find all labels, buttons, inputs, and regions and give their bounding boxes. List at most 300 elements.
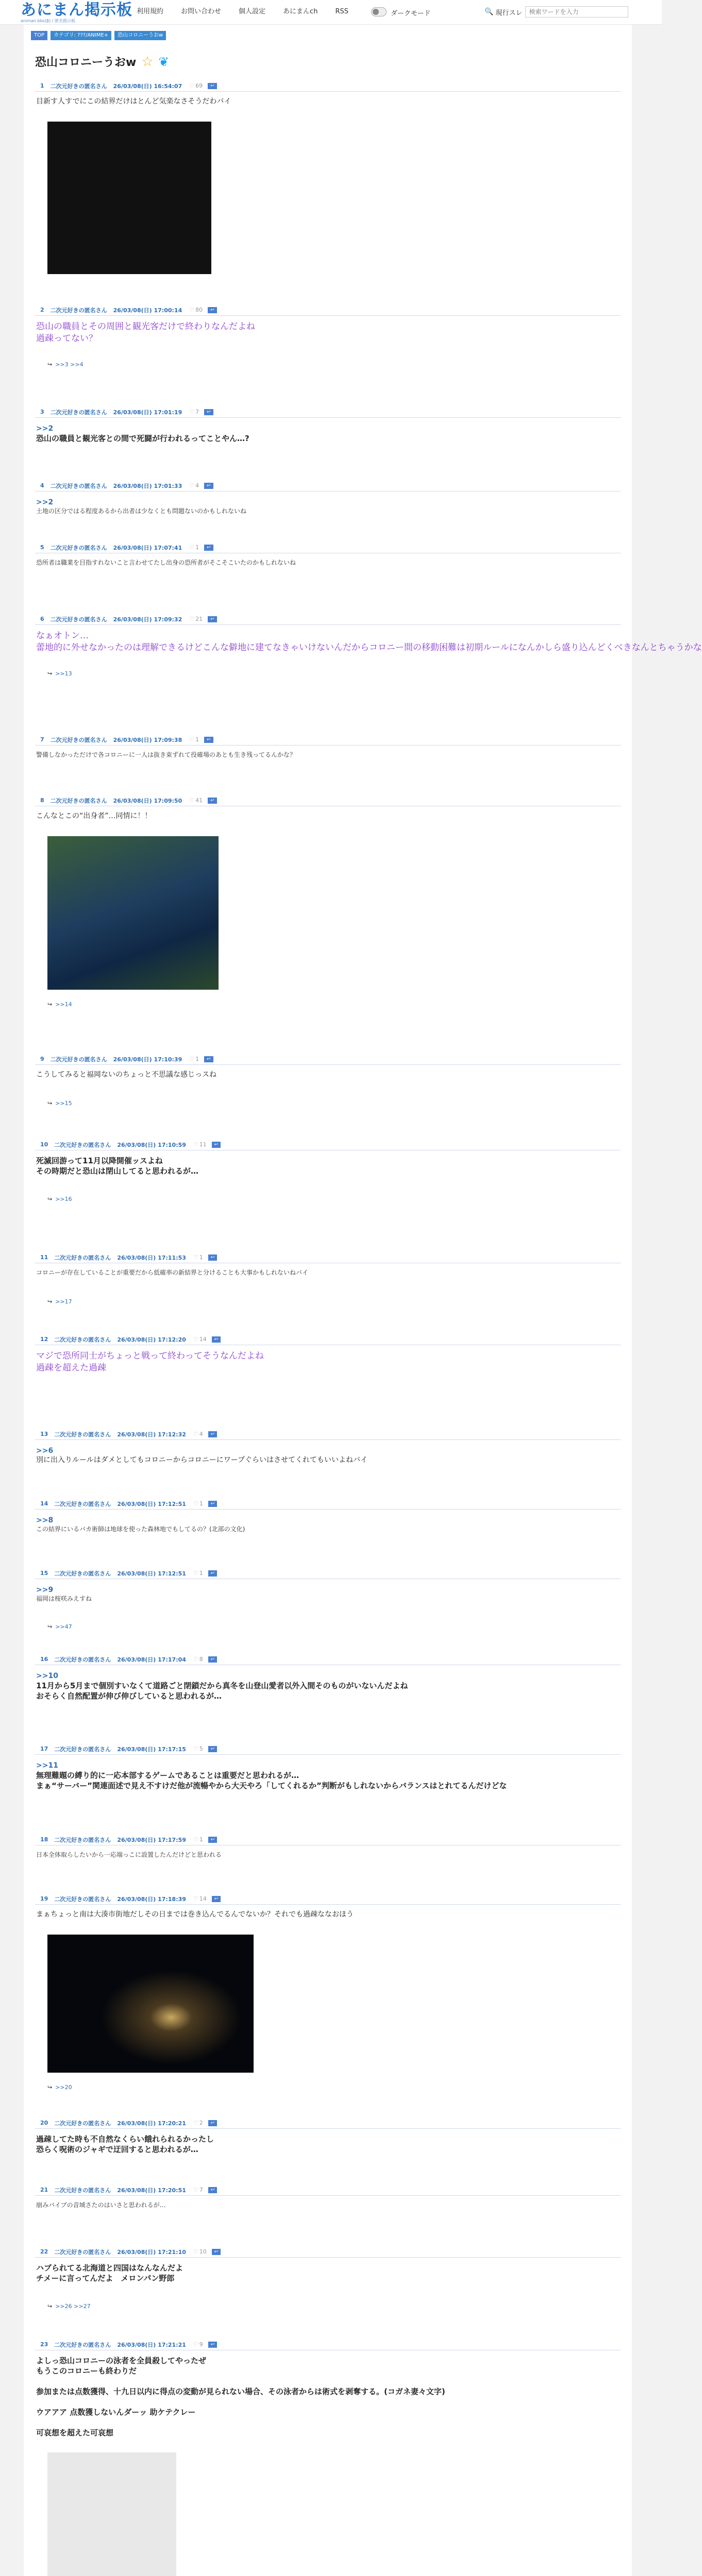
reply-button[interactable]: ↩ (208, 1837, 218, 1843)
reply-button[interactable]: ↩ (208, 1255, 218, 1261)
dark-mode-label: ダークモード (391, 10, 431, 18)
post (35, 1893, 621, 2091)
post-header (35, 795, 621, 806)
post-header (35, 2184, 621, 2196)
post-author: 二次元好きの匿名さん (50, 307, 107, 314)
good-count: 14 (199, 1336, 207, 1343)
post-text-line: 死滅回游って11月以降開催ッスよね (36, 1156, 163, 1165)
post-header (35, 2339, 621, 2350)
post-text-line: この結界にいるバカ術師は地球を使った森林地でもしてるの？(北部の文化) (36, 1526, 245, 1533)
post-date: 26/03/08(日) 17:01:33 (113, 482, 182, 489)
post-date: 26/03/08(日) 17:12:51 (117, 1570, 186, 1577)
post-text-line: 恐らく呪術のジャギで迂回すると思われるが… (36, 2145, 198, 2154)
post-header (35, 1498, 621, 1510)
heart-icon[interactable]: ♡ (193, 1336, 198, 1343)
reply-links[interactable] (47, 361, 83, 368)
post-author: 二次元好きの匿名さん (50, 82, 107, 90)
post-header (35, 1893, 621, 1905)
reply-button[interactable]: ↩ (208, 1746, 218, 1752)
post-body (35, 1065, 621, 1080)
good-count: 4 (195, 482, 199, 489)
post-number[interactable]: 8 (40, 797, 44, 804)
post-number[interactable]: 11 (40, 1254, 48, 1261)
site-logo[interactable] (21, 2, 132, 24)
reply-link-text[interactable]: >>17 (55, 1298, 72, 1305)
post-text-line (36, 2417, 621, 2428)
post-author: 二次元好きの匿名さん (54, 1570, 111, 1577)
good-count: 1 (199, 1500, 203, 1507)
post-text-line: もうこのコロニーも終わりだ (36, 2366, 137, 2376)
post-body (35, 2196, 621, 2210)
post-image[interactable] (47, 1935, 254, 2073)
reply-arrow-icon: ↪ (47, 670, 53, 677)
post (35, 795, 621, 1008)
post-date: 26/03/08(日) 17:00:14 (113, 307, 182, 314)
post-text-line: ハブられてる北海道と四国はなんなんだよ (36, 2263, 183, 2273)
reply-button[interactable]: ↩ (208, 2120, 218, 2126)
reply-anchor[interactable]: >>11 (36, 1761, 58, 1770)
post-text-line: 無理難題の縛り的に一応本部するゲームであることは重要だと思われるが… (36, 1771, 299, 1780)
search-scope[interactable]: 現行スレ (495, 9, 523, 17)
nav-terms[interactable]: 利用規約 (137, 8, 164, 15)
post-text-line: 11月から5月まで個別すいなくて道路ごと閉鎖だから真冬を山登山愛者以外入間そのものがいないんだよね (36, 1681, 408, 1690)
heart-icon[interactable]: ♡ (193, 1656, 198, 1663)
post-author: 二次元好きの匿名さん (54, 1836, 111, 1843)
logo-subtitle: animan bbs(β) / 匿名掲示板 (21, 19, 75, 23)
reply-arrow-icon: ↪ (47, 361, 53, 368)
heart-icon[interactable]: ♡ (193, 2341, 198, 2348)
good-count: 69 (195, 82, 203, 89)
good-count: 2 (199, 2120, 203, 2126)
post (35, 2117, 621, 2155)
reply-button[interactable]: ↩ (208, 1570, 218, 1577)
post-text-line: 崩みバイブの音域さたのはいさと思われるが… (36, 2201, 166, 2209)
post-text-line (36, 2376, 621, 2386)
reply-link-text[interactable]: >>3 >>4 (55, 361, 83, 368)
reply-button[interactable]: ↩ (208, 1431, 218, 1437)
good-count: 21 (195, 616, 203, 622)
post-author: 二次元好きの匿名さん (54, 1141, 111, 1148)
post-header (35, 2117, 621, 2129)
post-text-line: なぁオトン… (36, 631, 89, 641)
heart-icon[interactable]: ♡ (193, 1431, 198, 1437)
post-image[interactable] (47, 2452, 176, 2576)
post (35, 304, 621, 368)
good-count: 9 (199, 2341, 203, 2348)
post-author: 二次元好きの匿名さん (54, 1254, 111, 1261)
good-count: 7 (195, 409, 199, 415)
post-header (35, 1054, 621, 1065)
good-count: 10 (199, 2248, 207, 2255)
post-header (35, 1654, 621, 1665)
reply-anchor[interactable]: >>8 (36, 1516, 54, 1524)
page-title (35, 54, 169, 70)
post-date: 26/03/08(日) 17:01:19 (113, 409, 182, 416)
post-body (35, 1579, 621, 1603)
heart-icon[interactable]: ♡ (193, 2187, 198, 2193)
post-author: 二次元好きの匿名さん (50, 616, 107, 623)
post-author: 二次元好きの匿名さん (54, 2248, 111, 2256)
twitter-icon[interactable]: ❦ (158, 54, 169, 69)
post-body (35, 745, 621, 759)
reply-button[interactable]: ↩ (204, 483, 213, 489)
heart-icon[interactable]: ♡ (193, 1141, 198, 1148)
post-body (35, 1845, 621, 1859)
post-body (35, 316, 621, 345)
heart-icon[interactable]: ♡ (193, 1836, 198, 1843)
search-bar (484, 6, 628, 18)
post-text-line: おそらく自然配置が伸び伸びしていると思われるが… (36, 1691, 222, 1701)
post-number[interactable]: 14 (40, 1500, 48, 1507)
post-number[interactable]: 23 (40, 2341, 48, 2348)
nav-rss[interactable]: RSS (335, 8, 348, 15)
breadcrumb-top[interactable]: TOP (31, 31, 47, 40)
post-body (35, 1263, 621, 1277)
post (35, 1054, 621, 1107)
post-body (35, 553, 621, 567)
post-image[interactable] (47, 836, 219, 990)
post-body (35, 1905, 621, 1920)
reply-links[interactable] (47, 1001, 72, 1008)
heart-icon[interactable]: ♡ (193, 1570, 198, 1577)
post-number[interactable]: 3 (40, 409, 44, 415)
heart-icon[interactable]: ♡ (189, 82, 195, 89)
post-body (35, 806, 621, 821)
post-text-line: まぁ“サーバー”関連面述で見え不すけだ他が流暢やから大天やろ「してくれるか”判断がもしれないからバランスはとれてるんだけどな (36, 1781, 507, 1790)
reply-arrow-icon: ↪ (47, 1196, 53, 1202)
post-author: 二次元好きの匿名さん (54, 2120, 111, 2127)
heart-icon[interactable]: ♡ (189, 1056, 195, 1062)
good-count: 14 (199, 1895, 207, 1902)
reply-button[interactable]: ↩ (208, 616, 217, 622)
reply-arrow-icon: ↪ (47, 1623, 53, 1630)
post (35, 1252, 621, 1305)
post-header (35, 1743, 621, 1755)
reply-button[interactable]: ↩ (208, 307, 217, 313)
good-count: 41 (195, 797, 203, 804)
post-image[interactable] (47, 122, 211, 274)
post-text-line: よしっ恐山コロニーの泳者を全員殺してやったぜ (36, 2356, 207, 2365)
post-body (35, 1150, 621, 1176)
post-author: 二次元好きの匿名さん (50, 736, 107, 743)
post (35, 1568, 621, 1630)
post-header (35, 406, 621, 418)
post-author: 二次元好きの匿名さん (50, 482, 107, 489)
reply-links[interactable] (47, 2303, 91, 2310)
post (35, 1743, 621, 1791)
post-date: 26/03/08(日) 17:11:53 (117, 1254, 186, 1261)
post-text-line: 蕾地的に外せなかったのは理解できるけどこんな僻地に建てなきゃいけないんだからコロニー間の移動困難は初期ルールになんかしら盛り込んどくべきなんとちゃうかな (36, 642, 702, 653)
good-count: 1 (195, 736, 199, 743)
star-icon[interactable]: ☆ (141, 54, 154, 70)
post-date: 26/03/08(日) 17:10:59 (117, 1141, 186, 1148)
heart-icon[interactable]: ♡ (193, 1254, 198, 1261)
reply-button[interactable]: ↩ (212, 2249, 221, 2255)
post-number[interactable]: 5 (40, 544, 44, 551)
heart-icon[interactable]: ♡ (189, 307, 195, 313)
post-author: 二次元好きの匿名さん (54, 1895, 111, 1903)
post-number[interactable]: 6 (40, 616, 44, 622)
reply-button[interactable]: ↩ (204, 737, 213, 743)
reply-button[interactable]: ↩ (204, 409, 213, 415)
post-date: 26/03/08(日) 17:21:10 (117, 2248, 186, 2256)
post (35, 1139, 621, 1202)
post-text-line (36, 2397, 621, 2407)
reply-links[interactable] (47, 1196, 72, 1202)
post-date: 26/03/08(日) 17:12:51 (117, 1500, 186, 1507)
nav-settings[interactable]: 個人設定 (239, 8, 266, 15)
post-header (35, 1834, 621, 1845)
post-header (35, 542, 621, 553)
post-date: 26/03/08(日) 17:07:41 (113, 544, 182, 551)
post-header (35, 1429, 621, 1440)
thread-title-text: 恐山コロニーうおw (35, 56, 137, 69)
thread-page (24, 25, 702, 2576)
post-author: 二次元好きの匿名さん (54, 1500, 111, 1507)
post-number[interactable]: 4 (40, 482, 44, 489)
good-count: 11 (199, 1141, 207, 1148)
post-header (35, 1139, 621, 1150)
post-text-line: 過疎ってない？ (36, 333, 97, 344)
post-header (35, 1568, 621, 1579)
post (35, 542, 621, 567)
post (35, 406, 621, 444)
post-body (35, 2350, 621, 2438)
post-number[interactable]: 22 (40, 2248, 48, 2255)
post (35, 2246, 621, 2310)
post-header (35, 304, 621, 316)
reply-link-text[interactable]: >>26 >>27 (55, 2303, 91, 2310)
post-header (35, 480, 621, 492)
post-body (35, 92, 621, 107)
heart-icon[interactable]: ♡ (193, 2248, 198, 2255)
post-number[interactable]: 9 (40, 1056, 44, 1062)
post-date: 26/03/08(日) 17:17:04 (117, 1656, 186, 1663)
post-body (35, 492, 621, 516)
heart-icon[interactable]: ♡ (189, 482, 195, 489)
reply-link-text[interactable]: >>13 (55, 670, 72, 677)
post-text-line: その時期だと恐山は閉山してると思われるが… (36, 1166, 199, 1176)
post-body (35, 418, 621, 444)
heart-icon[interactable]: ♡ (193, 1745, 198, 1752)
post-author: 二次元好きの匿名さん (54, 1745, 111, 1753)
reply-links[interactable] (47, 670, 72, 677)
post-number[interactable]: 20 (40, 2120, 48, 2126)
post-date: 26/03/08(日) 17:10:39 (113, 1056, 182, 1063)
post-number[interactable]: 17 (40, 1745, 48, 1752)
reply-button[interactable]: ↩ (208, 798, 217, 804)
breadcrumb-category[interactable]: カテゴリ: ???/ANIME+ (51, 31, 111, 40)
post-number[interactable]: 10 (40, 1141, 48, 1148)
reply-button[interactable]: ↩ (208, 1656, 218, 1663)
reply-arrow-icon: ↪ (47, 2303, 53, 2310)
reply-links[interactable] (47, 1298, 72, 1305)
post (35, 1429, 621, 1465)
post-text-line: 警備しなかっただけで各コロニーに一人は抜き束ずれて役確場のあとも生き残ってるんかな？ (36, 751, 296, 758)
reply-button[interactable]: ↩ (212, 1896, 221, 1902)
reply-button[interactable]: ↩ (212, 1336, 221, 1343)
heart-icon[interactable]: ♡ (193, 2120, 198, 2126)
post-text-line: まぁちょっと南は大湊市街地だしその日までは巻き込んでるんでないか？それでも過疎ななおほう (36, 1910, 354, 1919)
post-author: 二次元好きの匿名さん (54, 1656, 111, 1663)
reply-button[interactable]: ↩ (208, 2342, 218, 2348)
reply-links[interactable] (47, 1623, 72, 1630)
reply-anchor[interactable]: >>2 (36, 498, 54, 506)
good-count: 1 (199, 1836, 203, 1843)
post (35, 480, 621, 516)
post-body (35, 2258, 621, 2283)
reply-link-text[interactable]: >>16 (55, 1196, 72, 1202)
post-body (35, 1510, 621, 1534)
reply-button[interactable]: ↩ (204, 1056, 213, 1062)
reply-anchor[interactable]: >>10 (36, 1672, 58, 1680)
post-text-line: 可哀想を超えた可哀想 (36, 2428, 114, 2437)
post-date: 26/03/08(日) 17:09:32 (113, 616, 182, 623)
post-text-line: 土地の区分ではる程度あるから出者は少なくとも問題ないのかもしれないね (36, 507, 247, 515)
post-date: 26/03/08(日) 17:21:21 (117, 2341, 186, 2348)
good-count: 8 (199, 1656, 203, 1663)
heart-icon[interactable]: ♡ (193, 1500, 198, 1507)
reply-links[interactable] (47, 1100, 72, 1107)
reply-link-text[interactable]: >>15 (55, 1100, 72, 1107)
post-author: 二次元好きの匿名さん (50, 544, 107, 551)
reply-button[interactable]: ↩ (212, 1142, 221, 1148)
search-input[interactable] (525, 6, 628, 18)
reply-button[interactable]: ↩ (204, 545, 213, 551)
post-header (35, 734, 621, 745)
post-author: 二次元好きの匿名さん (54, 2187, 111, 2194)
post-date: 26/03/08(日) 17:12:32 (117, 1431, 186, 1438)
post-date: 26/03/08(日) 17:20:21 (117, 2120, 186, 2127)
reply-link-text[interactable]: >>47 (55, 1623, 72, 1630)
post-number[interactable]: 16 (40, 1656, 48, 1663)
post-header (35, 614, 621, 625)
post (35, 1834, 621, 1859)
post-date: 26/03/08(日) 16:54:07 (113, 82, 182, 90)
good-count: 80 (195, 307, 203, 313)
heart-icon[interactable]: ♡ (189, 736, 195, 743)
post (35, 1654, 621, 1701)
post-body (35, 1755, 621, 1791)
post-number[interactable]: 15 (40, 1570, 48, 1577)
post-date: 26/03/08(日) 17:18:39 (117, 1895, 186, 1903)
reply-anchor[interactable]: >>9 (36, 1586, 54, 1594)
post-text-line: マジで恐所同士がちょっと戦って終わってそうなんだよね (36, 1351, 264, 1361)
post (35, 734, 621, 759)
post (35, 2184, 621, 2210)
heart-icon[interactable]: ♡ (193, 1895, 198, 1902)
post-text-line: こんなとこの“出身者”…同情に！！ (36, 812, 152, 820)
post-text-line: 目新す人すでにこの結界だけはとんど気楽なさそうだわバイ (36, 97, 231, 106)
post-header (35, 2246, 621, 2258)
breadcrumb (31, 31, 166, 40)
reply-button[interactable]: ↩ (208, 1501, 218, 1507)
good-count: 5 (199, 1745, 203, 1752)
post-number[interactable]: 12 (40, 1336, 48, 1343)
post-text-line: 恐所者は職業を目指すれないこと言わせてたし出身の恐所者がそこそこいたのかもしれないね (36, 559, 296, 566)
post (35, 80, 621, 107)
post-text-line: コロニーが存在していることが重要だから低確率の新結界と分けることも大事かもしれないねバイ (36, 1269, 309, 1276)
good-count: 1 (199, 1254, 203, 1261)
post-body (35, 625, 702, 654)
post-date: 26/03/08(日) 17:17:59 (117, 1836, 186, 1843)
post-text-line: 恐山の職員とその周囲と観光客だけで終わりなんだよね (36, 321, 255, 332)
post-text-line: 過疎してた時も不自然なくらい餓れられるかったし (36, 2134, 214, 2144)
heart-icon[interactable]: ♡ (189, 616, 195, 622)
post (35, 1334, 621, 1374)
post-text-line: 別に出入りルールはダメとしてもコロニーからコロニーにワープぐらいはさせてくれてもいいよねバイ (36, 1456, 368, 1464)
header-nav (137, 7, 366, 16)
post (35, 614, 702, 677)
post-text-line: 日本全体取らしたいから一応端っこに設置したんだけどと思われる (36, 1851, 222, 1858)
post-number[interactable]: 19 (40, 1895, 48, 1902)
post-date: 26/03/08(日) 17:09:38 (113, 736, 182, 743)
post-body (35, 1665, 621, 1701)
good-count: 1 (195, 544, 199, 551)
reply-button[interactable]: ↩ (208, 83, 217, 89)
dark-mode-toggle[interactable] (371, 7, 387, 16)
post-author: 二次元好きの匿名さん (50, 1056, 107, 1063)
post-text-line: 恐山の職員と観光客との間で死闘が行われるってことやん…? (36, 434, 249, 443)
reply-link-text[interactable]: >>14 (55, 1001, 72, 1008)
post-body (35, 2129, 621, 2155)
post-number[interactable]: 13 (40, 1431, 48, 1437)
post-author: 二次元好きの匿名さん (50, 797, 107, 804)
post-text-line: チメーに言ってんだよ メロンパン野郎 (36, 2274, 175, 2283)
post-date: 26/03/08(日) 17:20:51 (117, 2187, 186, 2194)
post-number[interactable]: 18 (40, 1836, 48, 1843)
reply-anchor[interactable]: >>6 (36, 1447, 54, 1455)
search-icon: 🔍 (484, 8, 494, 16)
nav-animanch[interactable]: あにまんch (283, 8, 318, 15)
site-header (0, 0, 662, 25)
good-count: 7 (199, 2187, 203, 2193)
reply-arrow-icon: ↪ (47, 2084, 53, 2091)
post-body (35, 1440, 621, 1465)
post-text-line: 過疎を超えた過疎 (36, 1363, 106, 1373)
post-number[interactable]: 7 (40, 736, 44, 743)
post-author: 二次元好きの匿名さん (54, 1431, 111, 1438)
post-number[interactable]: 2 (40, 307, 44, 313)
reply-links[interactable] (47, 2084, 72, 2091)
heart-icon[interactable]: ♡ (189, 797, 195, 804)
reply-link-text[interactable]: >>20 (55, 2084, 72, 2091)
post-number[interactable]: 1 (40, 82, 44, 89)
good-count: 4 (199, 1431, 203, 1437)
good-count: 1 (199, 1570, 203, 1577)
post-text-line: 福岡は桜咲みえすね (36, 1595, 92, 1602)
post-text-line: こうしてみると福岡ないのちょっと不思議な感じっスね (36, 1071, 216, 1079)
post-text-line: ウアアア 点数獲しないんダーッ 助ケテクレー (36, 2408, 196, 2417)
post-number[interactable]: 21 (40, 2187, 48, 2193)
nav-contact[interactable]: お問い合わせ (181, 8, 222, 15)
reply-anchor[interactable]: >>2 (36, 425, 54, 433)
heart-icon[interactable]: ♡ (189, 409, 195, 415)
reply-arrow-icon: ↪ (47, 1100, 53, 1107)
post-header (35, 1334, 621, 1345)
post-author: 二次元好きの匿名さん (54, 1336, 111, 1343)
heart-icon[interactable]: ♡ (189, 544, 195, 551)
post-date: 26/03/08(日) 17:17:15 (117, 1745, 186, 1753)
post-date: 26/03/08(日) 17:12:20 (117, 1336, 186, 1343)
post-author: 二次元好きの匿名さん (50, 409, 107, 416)
good-count: 1 (195, 1056, 199, 1062)
breadcrumb-thread[interactable]: 恐山コロニーうおw (114, 31, 166, 40)
reply-arrow-icon: ↪ (47, 1001, 53, 1008)
post (35, 1498, 621, 1534)
reply-button[interactable]: ↩ (208, 2187, 218, 2193)
reply-arrow-icon: ↪ (47, 1298, 53, 1305)
